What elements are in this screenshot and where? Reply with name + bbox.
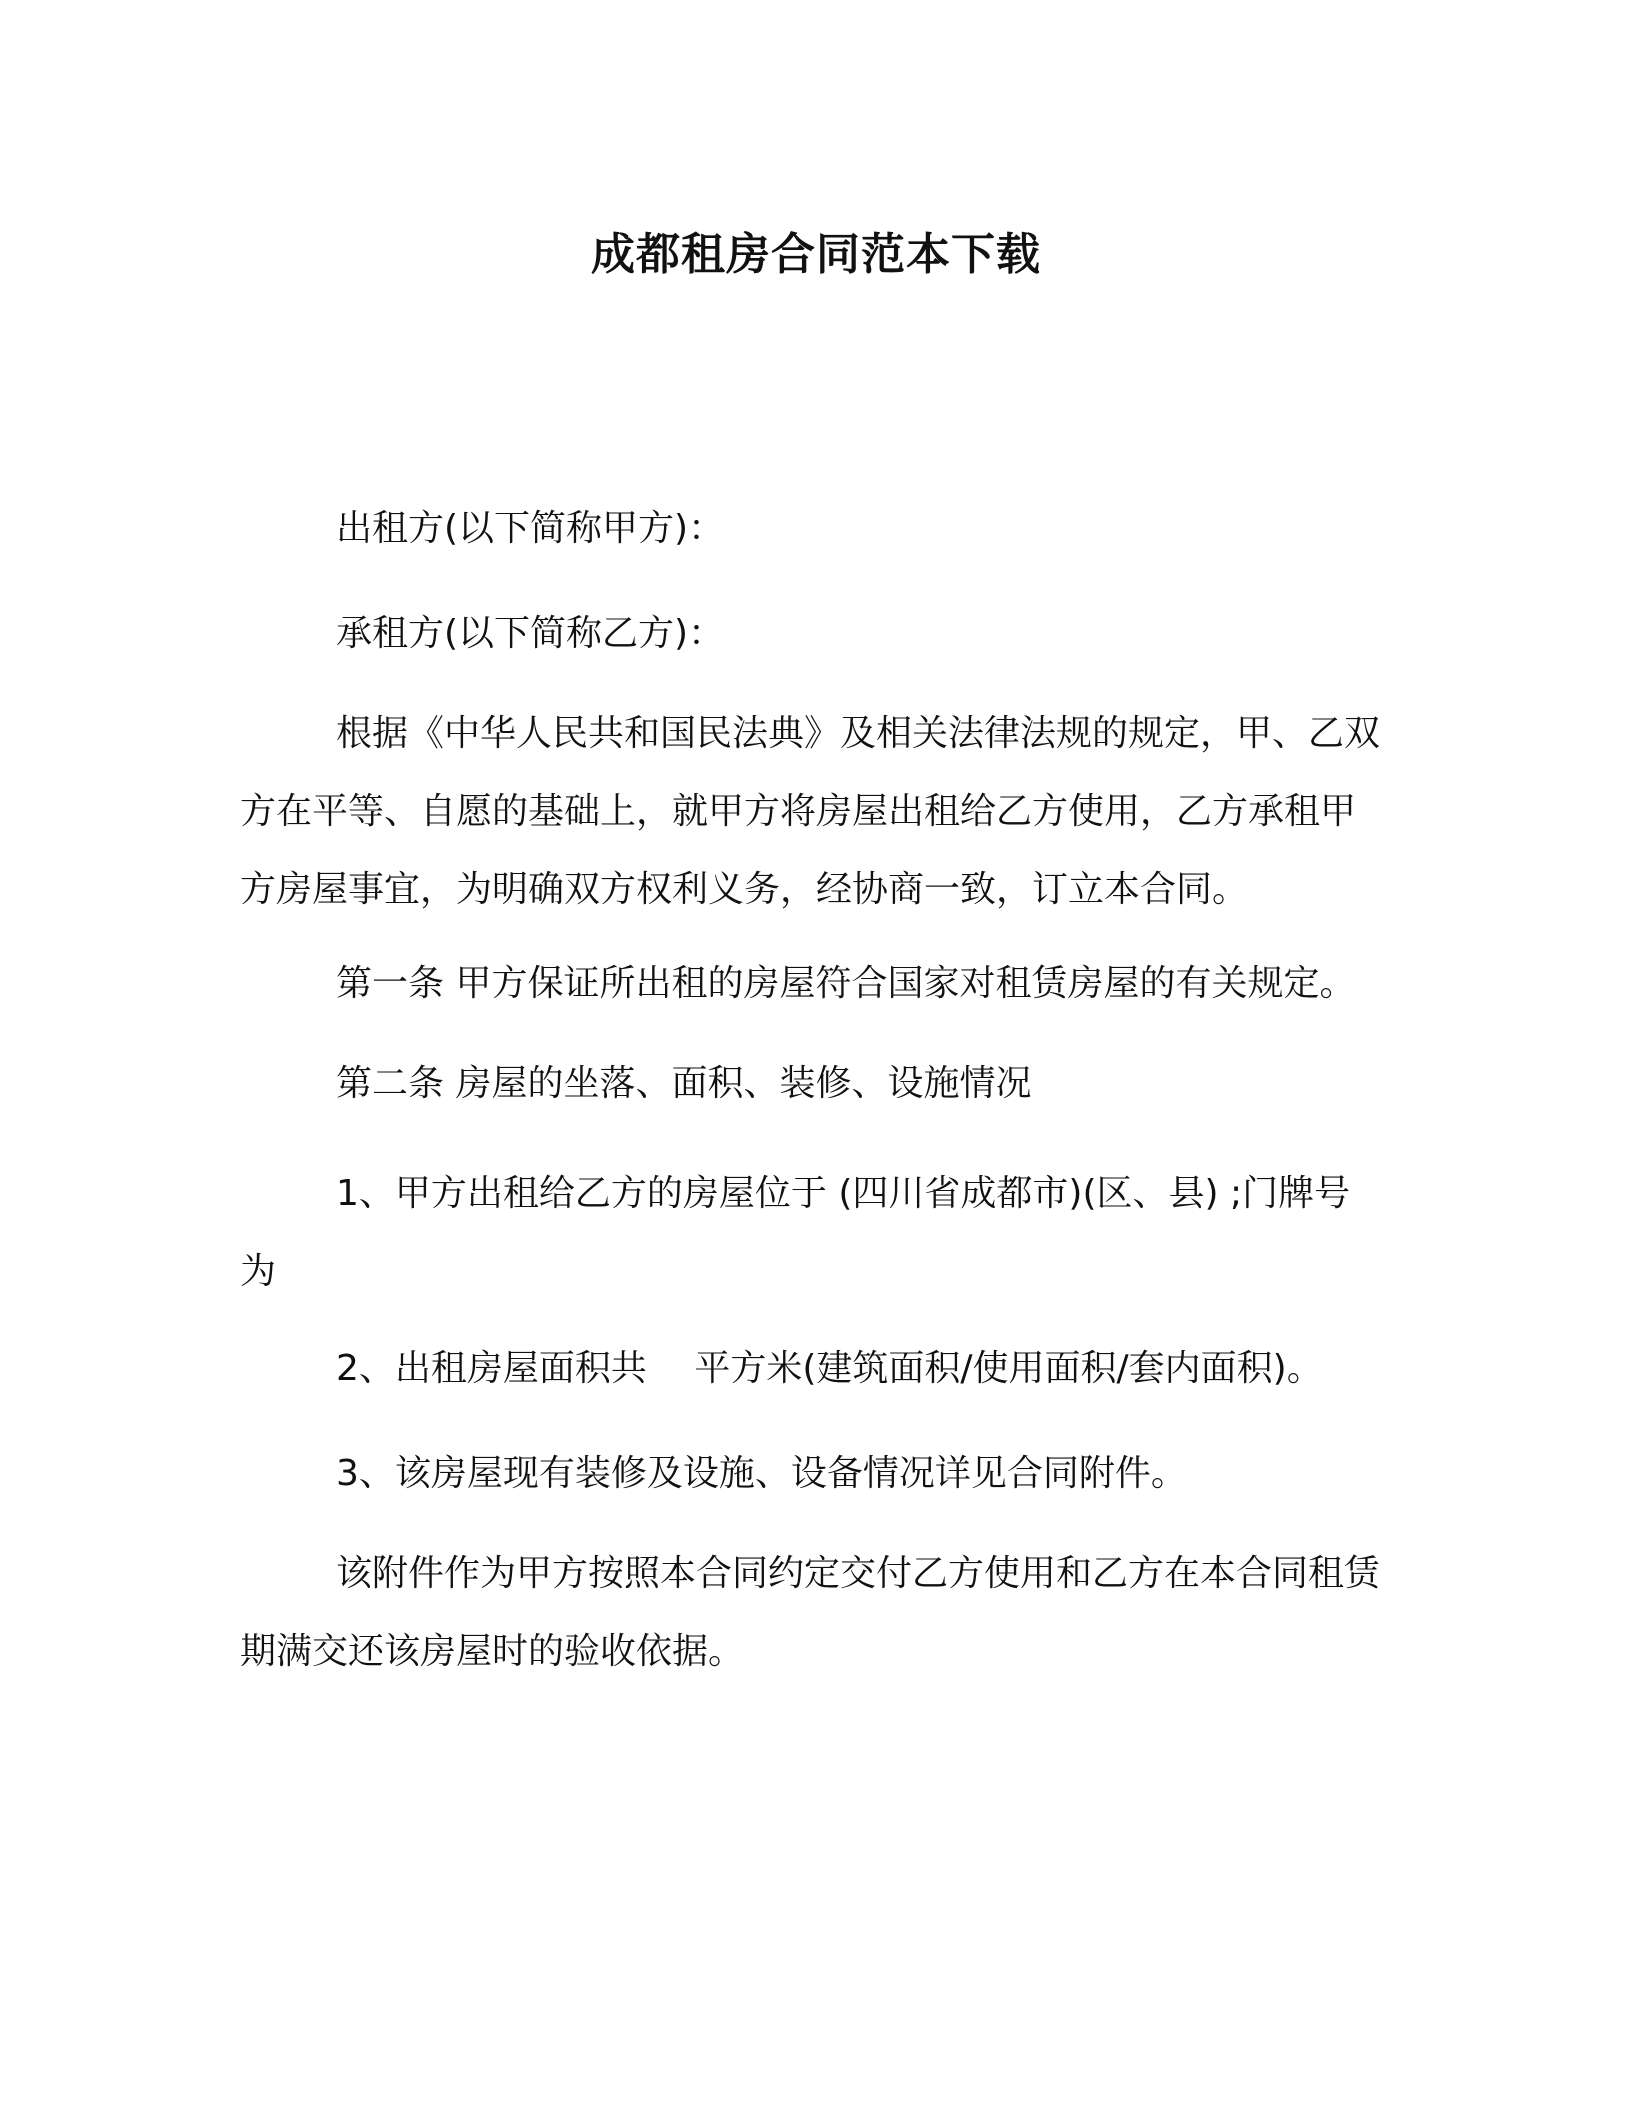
- article-2-heading: 第二条 房屋的坐落、面积、装修、设施情况: [336, 1063, 1032, 1104]
- preamble-paragraph: 根据《中华人民共和国民法典》及相关法律法规的规定，甲、乙双方在平等、自愿的基础上，就甲方将房屋出租给乙方使用，乙方承租甲方房屋事宜，为明确双方权利义务，经协商一致，订立本合同。: [240, 713, 1381, 910]
- lessee-line: 承租方(以下简称乙方)：: [336, 613, 725, 654]
- annex-note-paragraph: 该附件作为甲方按照本合同约定交付乙方使用和乙方在本合同租赁期满交还该房屋时的验收依据。: [240, 1553, 1381, 1672]
- article-2-item-3: 3、该房屋现有装修及设施、设备情况详见合同附件。: [336, 1453, 1187, 1494]
- article-1: 第一条 甲方保证所出租的房屋符合国家对租赁房屋的有关规定。: [336, 963, 1356, 1004]
- lessor-line: 出租方(以下简称甲方)：: [336, 508, 725, 549]
- document-title: 成都租房合同范本下载: [591, 229, 1041, 280]
- article-2-item-1: 1、甲方出租给乙方的房屋位于 (四川省成都市)(区、县) ;门牌号为: [240, 1173, 1351, 1292]
- article-2-item-2: 2、出租房屋面积共 平方米(建筑面积/使用面积/套内面积)。: [336, 1348, 1323, 1389]
